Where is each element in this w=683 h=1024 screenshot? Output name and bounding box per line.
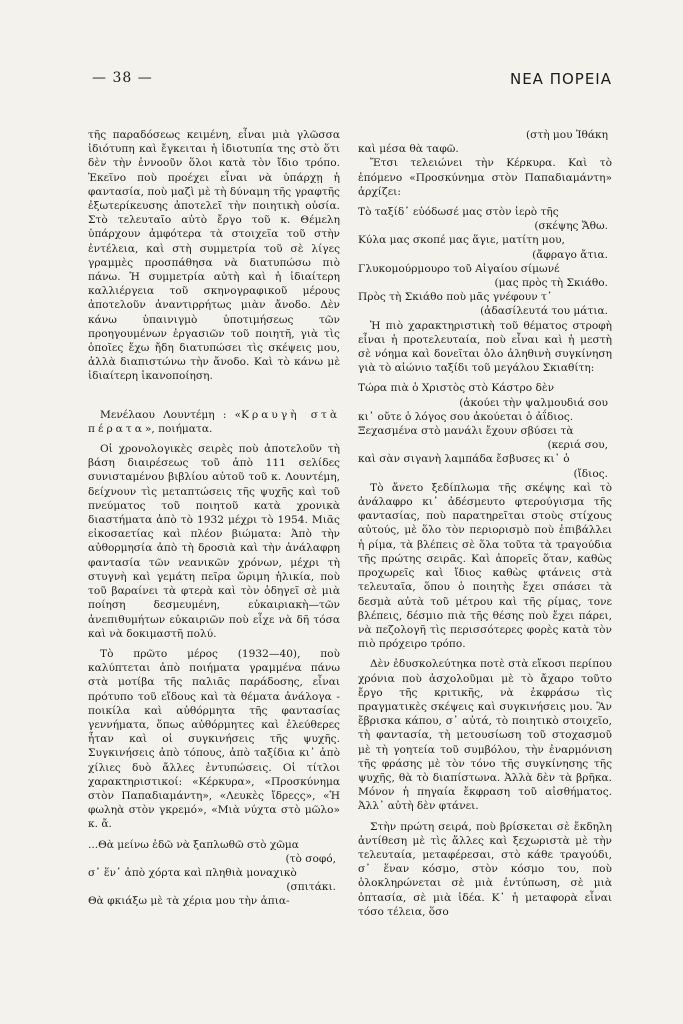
verse-line: σ᾿ ἕν᾿ ἀπὸ χόρτα καὶ πληθιὰ μοναχικὸ (88, 866, 297, 879)
book-entry (88, 408, 340, 436)
verse-continuation: (σπιτάκι. (286, 881, 336, 894)
verse-continuation: (τὸ σοφό, (285, 852, 336, 865)
verse-continuation: (μας πρὸς τὴ Σκιάθο. (494, 277, 608, 290)
verse-continuation: (ἄφραγο ἄτια. (532, 248, 608, 261)
paragraph: Ἡ πιὸ χαρακτηριστικὴ τοῦ θέματος στροφὴ εἶναι ἡ προτελευταία, ποὺ εἶναι καὶ ἡ μεστὴ σὲ νόημα καὶ δονεῖται ὁλο ἀληθινὴ συγκίνηση γιὰ τὸ αἰώνιο ταξίδι τοῦ μεγάλου Σκιαθίτη: (358, 319, 612, 375)
magazine-title: ΝΕΑ ΠΟΡΕΙΑ (509, 70, 612, 88)
verse-line: Πρὸς τὴ Σκιάθο ποὺ μᾶς γνέφουν τ᾿ (358, 291, 553, 304)
verse-continuation: (ἀδασίλευτά του μάτια. (480, 305, 608, 318)
page-header (92, 70, 612, 94)
paragraph: τῆς παραδόσεως κειμένη, εἶναι μιὰ γλῶσσα ἰδιότυπη καὶ ἔγκειται ἡ ἰδιοτυπία της στὸ ὅτι δὲν τὴν ἐννοοῦν ὅλοι κατὰ τὸν ἴδιο τρόπο. Ἐκεῖνο ποὺ προέχει εἶναι νὰ ὑπάρχῃ ἡ φαντασία, ποὺ μαζὶ μὲ τὴ δύναμη τῆς γραφτῆς ἐξωτερίκευσης ἀποτελεῖ τὴν ποιητικὴ οὐσία. Στὸ τελευταῖο αὐτὸ ἔργο τοῦ κ. Θέμελη ὑπάρχουν ἀμφότερα τὰ στοιχεῖα τοῦ στὴν ἐντέλεια, καὶ στὴ συμμετρία τοῦ σὲ λίγες γραμμὲς προσπάθησα νὰ διατυπώσω πιὸ πάνω. Ἡ συμμετρία αὐτὴ καὶ ἡ ἰδιαίτερη καλλιέργεια τοῦ σκηνογραφικοῦ μέρους ἀποτελοῦν ἀναντιρρήτως μιὰν ἄνοδο. Δὲν κάνω ὑπαινιγμὸ ὑποτιμήσεως τῶν προηγουμένων ἐργασιῶν τοῦ ποιητῆ, γιὰ τὶς ὁποῖες ἔχω ἤδη διατυπώσει τὶς σκέψεις μου, ἀλλὰ διαπιστώνω τὴν ἄνοδο. Καὶ τὸ κάνω μὲ ἰδιαίτερη ἱκανοποίηση. (88, 129, 340, 383)
paragraph: Δὲν ἐδυσκολεύτηκα ποτὲ στὰ εἴκοσι περίπου χρόνια ποὺ ἀσχολοῦμαι μὲ τὸ ἄχαρο τοῦτο ἔργο τῆς κριτικῆς, νὰ ἐκφράσω τὶς πραγματικὲς σκέψεις καὶ συγκινήσεις μου. Ἂν ἔβρισκα κάπου, σ᾿ αὐτά, τὸ ποιητικὸ στοιχεῖο, τὴ φαντασία, τὴ μετουσίωση τοῦ στοχασμοῦ μὲ τὴ γοητεία τοῦ συμβόλου, τὴν ἐναρμόνιση τῆς φράσης μὲ τὸν τόνο τῆς συγκίνησης τῆς ψυχῆς, θὰ τὸ διαπίστωνα. Ἀλλὰ δὲν τὰ βρῆκα. Μόνον ἡ πηγαία ἔκφραση τοῦ αἰσθήματος. Ἀλλ᾿ αὐτὴ δὲν φτάνει. (358, 658, 612, 813)
verse-continuation: (ἴδιος. (573, 467, 608, 480)
verse-line: Τὸ ταξίδ᾿ εὐόδωσέ μας στὸν ἱερὸ τῆς (358, 206, 559, 219)
book-author: Μενέλαου Λουντέμη : « (100, 408, 242, 421)
book-genre: », ποιήματα. (144, 422, 213, 435)
left-column (88, 128, 340, 909)
verse-line: κι᾿ οὔτε ὁ λόγος σου ἀκούεται ὁ ἀΐδιος. (358, 410, 574, 423)
paragraph: Στὴν πρώτη σειρά, ποὺ βρίσκεται σὲ ἔκδηλη ἀντίθεση μὲ τὶς ἄλλες καὶ ξεχωριστὰ μὲ τὴν τελευταία, μεταφέρεσαι, στὸ κάθε τραγούδι, σ᾿ ἕναν κόσμο, στὸν κόσμο του, ποὺ ὁλοκληρώνεται σὲ μιὰ ἐντύπωση, σὲ μιὰ ὀπτασία, σὲ μιὰ ἰδέα. Κ᾿ ἡ μεταφορὰ εἶναι τόσο τέλεια, ὅσο (358, 820, 612, 918)
verse-block (358, 205, 612, 319)
verse-continuation: (ἀκούει τὴν ψαλμουδιά σου (459, 396, 608, 409)
paragraph: Οἱ χρονολογικὲς σειρὲς ποὺ ἀποτελοῦν τὴ βάση διαιρέσεως τοῦ ἀπὸ 111 σελίδες συνισταμένου βιβλίου αὐτοῦ τοῦ κ. Λουντέμη, δείχνουν τὶς μεταπτώσεις τῆς ψυχῆς καὶ τοῦ πνεύματος τοῦ ποιητοῦ κατὰ χρονικὰ διαστήματα ἀπὸ τὸ 1932 μέχρι τὸ 1954. Μιᾶς εἰκοσαετίας καὶ πλέον βιώματα: Ἀπὸ τὴν αὐθορμησία ἀπὸ τὴ δροσιὰ καὶ τὴν ἀνάλαφρη φαντασία τῶν νεανικῶν χρόνων, μέχρι τὴ στυγνὴ καὶ γεμάτη πεῖρα ὥριμη ἡλικία, ποὺ τοῦ βαραίνει τὰ φτερὰ καὶ τὸν ὁδηγεῖ σὲ μιὰ ποίηση δεσμευμένη, εὐκαιριακὴ—τῶν ἀνεπιθυμήτων εὐκαιριῶν ποὺ εἶχε νὰ δῆ τόσα καὶ νὰ δοκιμαστῆ πολύ. (88, 443, 340, 640)
paragraph: Τὸ πρῶτο μέρος (1932—40), ποὺ καλύπτεται ἀπὸ ποιήματα γραμμένα πάνω στὰ μοτίβα τῆς παλιᾶς παράδοσης, εἶναι πρότυπο τοῦ εἴδους καὶ τὰ θέματα ἀνάλογα - ποικίλα καὶ αὐθόρμητα τῆς φαντασίας γεννήματα, ὅπως αὐθόρμητες καὶ ἐλεύθερες ἦταν καὶ οἱ συγκινήσεις τῆς ψυχῆς. Συγκινήσεις ἀπὸ τόπους, ἀπὸ ταξίδια κι᾿ ἀπὸ χίλιες δυὸ ἄλλες ἐντυπώσεις. Οἱ τίτλοι χαρακτηριστικοί: «Κέρκυρα», «Προσκύνημα στὸν Παπαδιαμάντη», «Λευκὲς ἴδρεςς», «Ἡ φωληὰ στὸν γκρεμό», «Μιὰ νύχτα στὸ μῶλο» κ. ἄ. (88, 647, 340, 831)
book-title: Κραυγὴ στὰ πέρατα (88, 408, 340, 435)
verse-line: καὶ σὰν σιγανὴ λαμπάδα ἔσβυσες κι᾿ ὁ (358, 453, 570, 466)
verse-block (88, 838, 340, 909)
verse-continuation: (κεριά σου, (547, 439, 608, 452)
verse-line: Κύλα μας σκοπέ μας ἅγιε, ματίτη μου, (358, 234, 565, 247)
verse-line: Ξεχασμένα στὸ μανάλι ἔχουν σβύσει τὰ (358, 425, 574, 438)
verse-continuation: (σκέψης Ἄθω. (534, 220, 608, 233)
verse-line: Γλυκομούρμουρο τοῦ Αἰγαίου σίμωνέ (358, 262, 560, 275)
right-column (358, 128, 612, 925)
verse-line: Τώρα πιὰ ὁ Χριστὸς στὸ Κάστρο δὲν (358, 382, 555, 395)
paragraph: Ἔτσι τελειώνει τὴν Κέρκυρα. Καὶ τὸ ἑπόμενο «Προσκύνημα στὸν Παπαδιαμάντη» ἀρχίζει: (358, 157, 612, 198)
verse-line: καὶ μέσα θὰ ταφῶ. (358, 143, 459, 156)
verse-line: ...Θὰ μείνω ἐδῶ νὰ ξαπλωθῶ στὸ χῶμα (88, 838, 299, 851)
verse-continuation: (στὴ μου Ἰθάκη (525, 129, 608, 141)
page-number: — 38 — (92, 70, 153, 86)
verse-block (358, 381, 612, 480)
verse-line: Θὰ φκιάξω μὲ τὰ χέρια μου τὴν ἀπια- (88, 895, 290, 908)
paragraph: Τὸ ἄνετο ξεδίπλωμα τῆς σκέψης καὶ τὸ ἀνάλαφρο κι᾿ ἀδέσμευτο φτερούγισμα τῆς φαντασίας, ποὺ παρατηρεῖται στοὺς στίχους αὐτούς, μὲ ὅλο τὸν περιορισμὸ ποὺ ἐπιβάλλει ἡ ρίμα, τὰ βλέπεις σὲ ὅλα τοῦτα τὰ τραγούδια τῆς πρώτης σειρᾶς. Καὶ ἀπορεῖς ὅταν, καθὼς προχωρεῖς καὶ ἴδιος καθὼς φτάνεις στὰ τελευταῖα, ὅπου ὁ ποιητὴς ἔχει σπάσει τὰ δεσμὰ αὐτὰ τοῦ μέτρου καὶ τῆς ρίμας, τονε βλέπεις, δέσμιο πιὰ τῆς θέσης ποὺ ἔχει πάρει, νὰ πεζολογῆ τὶς περισσότερες φορὲς κατὰ τὸν πιὸ πρόχειρο τρόπο. (358, 481, 612, 651)
